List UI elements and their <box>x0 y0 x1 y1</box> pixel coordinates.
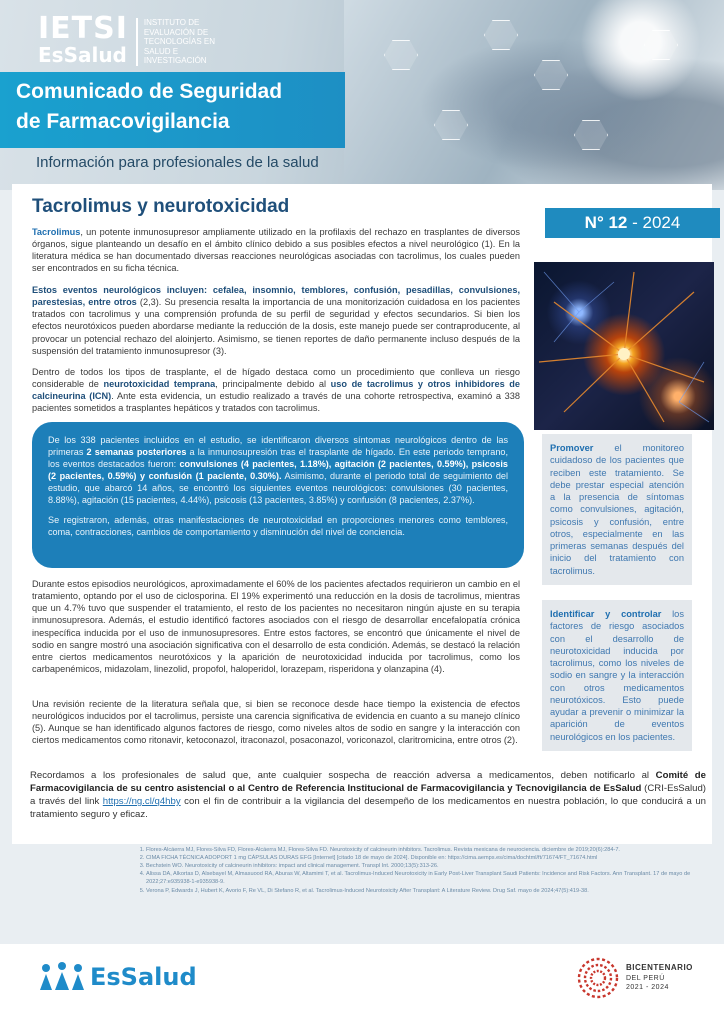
sidebox-risk-factors: Identificar y controlar los factores de riesgo asociados con el desarrollo de neurotoxicidad inducida por tacrolimus, como los niveles de sodio en sangre y la interacción con otros medicamentos neurotóxicos. Esto puede ayudar a prevenir o minimizar la aparición de eventos neurológicos en los pacientes. <box>542 600 692 751</box>
paragraph-intro: Tacrolimus, un potente inmunosupresor ampliamente utilizado en la profilaxis del rechazo en trasplantes de diversos órganos, sigue planteando un desafío en el ámbito clínico debido a sus posibles efectos a nivel neurológico (1). En la literatura médica se han documentado diversas reacciones neurológicas asociadas con tacrolimus, los cuales pueden ser encontrados en su ficha técnica. <box>32 227 520 274</box>
neuron-illustration <box>534 262 714 430</box>
page-subtitle: Información para profesionales de la salud <box>36 154 319 171</box>
reporting-notice: Recordamos a los profesionales de salud que, ante cualquier sospecha de reacción adversa a medicamentos, deben notificarlo al Comité de Farmacovigilancia de su centro asistencial o al Centro de Referencia Institucional de Farmacovigilancia y Tecnovigilancia de EsSalud (CRI-EsSalud) a través del link https://ng.cl/q4hby con el fin de contribuir a la vigilancia del desempeño de los medicamentos en nuestra población, lo que conducirá a un tratamiento seguro y eficaz. <box>30 770 706 820</box>
issue-year: - 2024 <box>632 213 681 232</box>
page-title-line1: Comunicado de Seguridad <box>16 80 283 103</box>
logo-ietsi-text: IETSI <box>38 11 128 46</box>
essalud-logo <box>38 962 197 992</box>
footer <box>0 944 724 1024</box>
callout-paragraph-1: De los 338 pacientes incluidos en el estudio, se identificaron diversos síntomas neurológicos dentro de las primeras 2 semanas posteriores a la inmunosupresión tras el trasplante de hígado. En este periodo temprano, los eventos destacados fueron: convulsiones (4 pacientes, 1.18%), agitación (2 pacientes, 0.59%), psicosis (2 pacientes, 0.59%) y confusión (1 paciente, 0.30%). Asimismo, durante el periodo total de seguimiento del estudio, que abarcó 14 años, se encontró los siguientes eventos neurológicos: convulsiones (30 pacientes, 8.88%), agitación (15 pacientes, 4.44%), psicosis (13 pacientes, 3.85%) y confusión (8 pacientes, 2.37%). <box>48 435 508 505</box>
header-photo <box>344 0 724 190</box>
paragraph-transplant: Dentro de todos los tipos de trasplante, el de hígado destaca como un procedimiento que conlleva un riesgo considerable de neurotoxicidad temprana, principalmente debido al uso de tacrolimus y otros inhibidores de calcineurina (ICN). Ante esta evidencia, un estudio realizado a través de una cohorte retrospectiva, examinó a 338 pacientes sometidos a trasplantes hepáticos y tratados con tacrolimus. <box>32 367 520 414</box>
reference-item: 5. Verona P, Edwards J, Hubert K, Avorio F, Re VL, Di Stefano R, et al. Tacrolimus-Induced Neurotoxicity After Transplant: A Literature Review. Drug Saf. mayo de 2024;47(5):419-38. <box>146 887 700 895</box>
logo-essalud-text: EsSalud <box>38 43 127 67</box>
article-title: Tacrolimus y neurotoxicidad <box>32 196 290 217</box>
ietsi-logo <box>38 11 222 67</box>
issue-number-badge <box>545 208 720 238</box>
paragraph-outcomes: Durante estos episodios neurológicos, aproximadamente el 60% de los pacientes afectados requirieron un cambio en el tratamiento, optando por el uso de ciclosporina. El 19% experimentó una reducción en la dosis de tacrolimus, mientras que un 4.7% tuvo que suspender el tratamiento, el resto de los pacientes no necesitaron ningún ajuste en su terapia inmunosupresora. Además, el estudio identificó factores asociados con el riesgo de desarrollar encefalopatía crónica inespecífica inducida por el uso de inmunosupresores. Entre estos factores, se encontró que únicamente el nivel de sodio en sangre mostró una asociación significativa con el desarrollo de esta condición. Además, se destacó la relación entre ciertos medicamentos neurotóxicos y la aparición de neurotoxicidad inducida por tacrolimus, como los carbapenémicos, midazolam, linezolid, propofol, haloperidol, lorazepam, risperidona y olanzapina (4). <box>32 579 520 674</box>
page-title-line2: de Farmacovigilancia <box>16 110 230 133</box>
bicentenario-line2: DEL PERÚ <box>626 974 665 982</box>
reference-item: 4. Alissa DA, Alkortas D, Alsebayel M, Almasuood RA, Aburas W, Altamimi T, et al. Tacrolimus-Induced Neurotoxicity in Early Post-Liver Transplant Saudi Patients: Incidence and Risk Factors. Ann Transplant. 17 de mayo de 2022;27:e935938-1-e935938-9. <box>146 870 700 886</box>
sidebox-monitoring: Promover el monitoreo cuidadoso de los pacientes que reciben este tratamiento. Se debe prestar especial atención a la presencia de síntomas como convulsiones, agitación, psicosis y confusión, entre otros, especialmente en las primeras semanas después del inicio del tratamiento con tacrolimus. <box>542 434 692 585</box>
tacrolimus-lead: Tacrolimus <box>32 227 81 237</box>
bicentenario-line3: 2021 - 2024 <box>626 984 669 992</box>
reference-item: 2. CIMA FICHA TÉCNICA ADOPORT 1 mg CÁPSULAS DURAS EFG [Internet] [citado 18 de mayo de 2024]. Disponible en: https://cima.aemps.es/cima/dochtml/ft/71674/FT_71674.html <box>146 854 700 862</box>
logo-institute-name: INSTITUTO DE EVALUACIÓN DE TECNOLOGÍAS EN SALUD E INVESTIGACIÓN <box>136 18 222 66</box>
family-icon <box>38 962 86 992</box>
essalud-wordmark: EsSalud <box>90 963 197 991</box>
bicentenario-line1: BICENTENARIO <box>626 963 693 973</box>
reference-item: 3. Bechstein WO. Neurotoxicity of calcineurin inhibitors: impact and clinical management. Transpl Int. 2000;13(5):313-26. <box>146 862 700 870</box>
study-callout <box>32 422 524 568</box>
reference-item: 1. Flores-Alcáerra MJ, Flores-Silva FD, Flores-Alcáerra MJ, Flores-Silva FD. Neurotoxicity of calcineurin inhibitors. Tacrolimus. Revista mexicana de neurociencia. diciembre de 2019;20(6):284-7. <box>146 846 700 854</box>
bicentenario-emblem-icon <box>576 956 620 1000</box>
callout-paragraph-2: Se registraron, además, otras manifestaciones de neurotoxicidad en proporciones menores como temblores, coma, contracciones, cambios de comportamiento y disminución del nivel de conciencia. <box>48 515 508 537</box>
issue-number: N° 12 <box>584 213 628 232</box>
report-link[interactable]: https://ng.cl/q4hby <box>102 795 181 807</box>
paragraph-events: Estos eventos neurológicos incluyen: cefalea, insomnio, temblores, confusión, pesadillas, convulsiones, parestesias, entre otros (2,3). Su presencia resalta la importancia de una monitorización cuidadosa en los pacientes tratados con tacrolimus y una comprensión profunda de su perfil de seguridad y efectos secundarios. Si bien los efectos neurotóxicos pueden abordarse mediante la reducción de la dosis, este manejo puede ser contraproducente, al provocar un potencial rechazo del aloinjerto. Asimismo, se tienen reportes de daño permanente incluso después de la suspensión del tratamiento inmunosupresor (3). <box>32 285 520 356</box>
header-banner <box>0 0 724 190</box>
title-band <box>0 72 345 148</box>
paragraph-review: Una revisión reciente de la literatura señala que, si bien se reconoce desde hace tiempo la existencia de efectos neurológicos inducidos por el tacrolimus, persiste una carencia significativa de evidencia en cuanto a su manejo clínico (5). Aunque se han identificado algunos factores de riesgo, como niveles altos de sodio en sangre y la interacción con ciertos medicamentos como ritonavir, ketoconazol, itraconazol, posaconazol, voriconazol, claritromicina, entre otros (2). <box>32 699 520 746</box>
bicentenario-logo <box>576 956 693 1000</box>
references <box>134 846 700 895</box>
